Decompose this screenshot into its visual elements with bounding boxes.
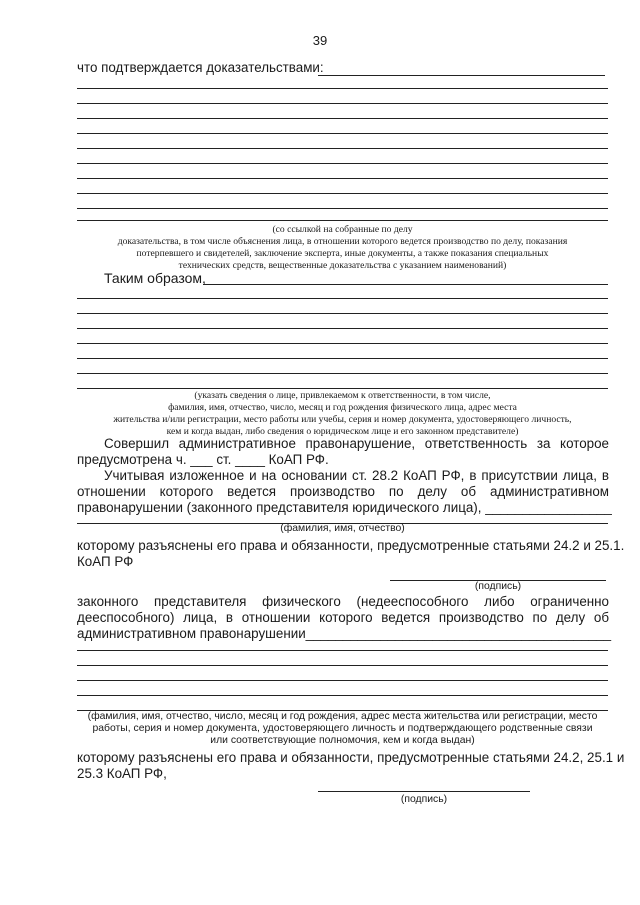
evidence-fill-line[interactable] — [77, 148, 608, 149]
conclusion-fill-line[interactable] — [77, 343, 608, 344]
signature-caption: (подпись) — [474, 581, 522, 592]
evidence-fill-line[interactable] — [77, 103, 608, 104]
consideration-line: Учитывая изложенное и на основании ст. 28.2 КоАП РФ, в присутствии лица, в — [104, 468, 609, 483]
representative-line: законного представителя физического (недееспособного либо ограниченно — [77, 594, 609, 609]
conclusion-fill-line[interactable] — [77, 388, 608, 389]
representative-caption: или соответствующие полномочия, кем и когда выдан) — [210, 735, 475, 746]
representative-fill-line[interactable] — [77, 695, 608, 696]
representative-caption: (фамилия, имя, отчество, число, месяц и год рождения, адрес места жительства или регистрации, место — [87, 711, 598, 722]
evidence-caption: технических средств, вещественные доказательства с указанием наименований) — [178, 260, 507, 271]
conclusion-fill-line[interactable] — [77, 313, 608, 314]
conclusion-fill-line[interactable] — [77, 298, 608, 299]
conclusion-fill-line[interactable] — [203, 284, 608, 285]
conclusion-fill-line[interactable] — [77, 358, 608, 359]
rights-line: которому разъяснены его права и обязанности, предусмотренные статьями 24.2 и 25.1. — [77, 538, 625, 553]
representative-line: дееспособного) лица, в отношении которого ведется производство по делу об — [77, 610, 609, 625]
representative-fill-line[interactable] — [77, 665, 608, 666]
signature-caption: (подпись) — [400, 794, 448, 805]
rights-line: 25.3 КоАП РФ, — [77, 766, 167, 781]
evidence-fill-line[interactable] — [77, 208, 608, 209]
evidence-lead: что подтверждается доказательствами: — [77, 60, 324, 75]
conclusion-lead: Таким образом, — [104, 270, 206, 286]
evidence-caption: (со ссылкой на собранные по делу — [272, 224, 413, 235]
conclusion-caption: фамилия, имя, отчество, число, месяц и год рождения физического лица, адрес места — [168, 402, 517, 413]
consideration-line: правонарушении (законного представителя юридического лица), _________________ — [77, 500, 612, 515]
evidence-fill-line[interactable] — [77, 88, 608, 89]
evidence-fill-line[interactable] — [77, 118, 608, 119]
offense-line: предусмотрена ч. ___ ст. ____ КоАП РФ. — [77, 452, 329, 467]
page-number: 39 — [312, 33, 328, 48]
consideration-line: отношении которого ведется производство по делу об административном — [77, 484, 609, 499]
evidence-fill-line[interactable] — [77, 133, 608, 134]
evidence-fill-line[interactable] — [77, 178, 608, 179]
name-caption: (фамилия, имя, отчество) — [280, 523, 405, 534]
evidence-fill-line[interactable] — [318, 75, 605, 76]
representative-fill-line[interactable] — [77, 680, 608, 681]
evidence-fill-line[interactable] — [77, 163, 608, 164]
offense-line: Совершил административное правонарушение, ответственность за которое — [104, 436, 609, 451]
evidence-caption: потерпевшего и свидетелей, заключение эксперта, иные документы, а также показания специальных — [136, 248, 549, 259]
conclusion-fill-line[interactable] — [77, 328, 608, 329]
representative-caption: работы, серия и номер документа, удостоверяющего личность и подтверждающего родственные связи — [92, 723, 593, 734]
conclusion-caption: жительства и/или регистрации, место работы или учебы, серия и номер документа, удостоверяющего личность, — [113, 414, 572, 425]
representative-line: административном правонарушении_________________________________________ — [77, 626, 612, 641]
evidence-caption: доказательства, в том числе объяснения лица, в отношении которого ведется производство по делу, показания — [117, 236, 568, 247]
representative-fill-line[interactable] — [77, 650, 608, 651]
conclusion-fill-line[interactable] — [77, 373, 608, 374]
conclusion-caption: (указать сведения о лице, привлекаемом к ответственности, в том числе, — [194, 390, 491, 401]
evidence-fill-line[interactable] — [77, 220, 608, 221]
signature-line[interactable] — [318, 791, 530, 792]
rights-line: КоАП РФ — [77, 554, 134, 569]
rights-line: которому разъяснены его права и обязанности, предусмотренные статьями 24.2, 25.1 и — [77, 750, 625, 765]
evidence-fill-line[interactable] — [77, 193, 608, 194]
conclusion-caption: кем и когда выдан, либо сведения о юридическом лице и его законном представителе) — [166, 426, 519, 437]
